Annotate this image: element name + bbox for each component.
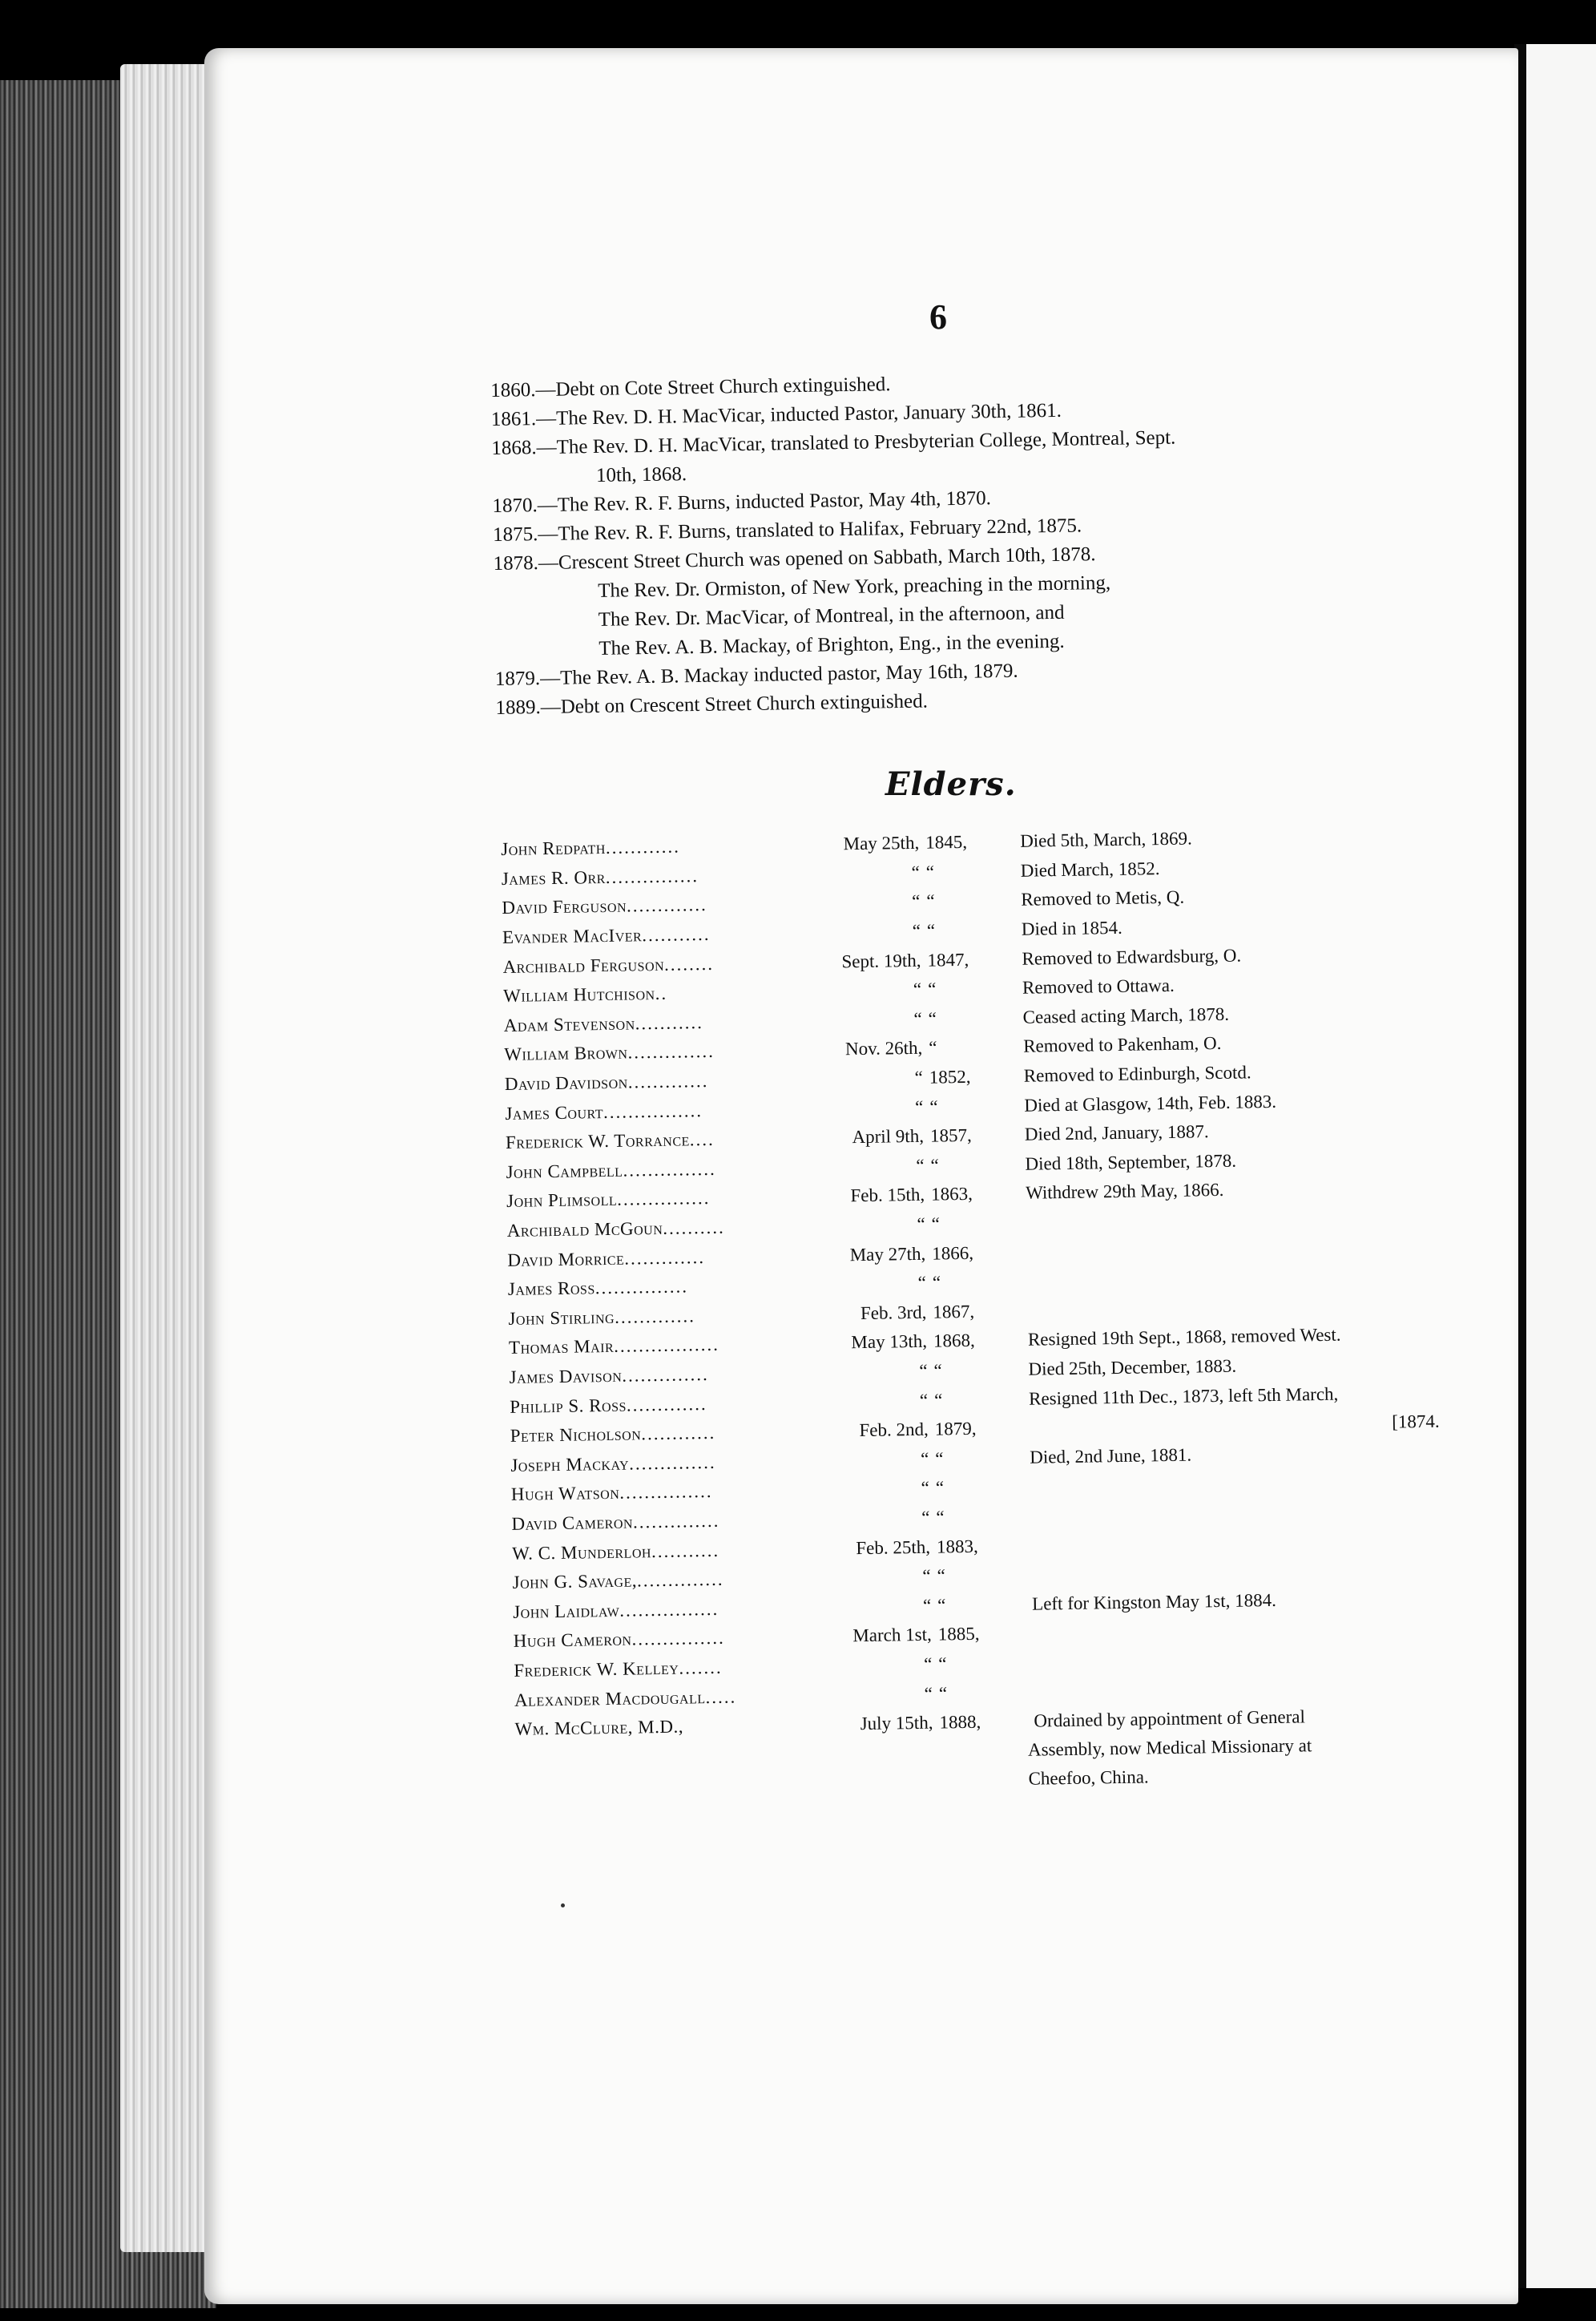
elder-date: “ — [924, 1683, 933, 1704]
elder-note: Died 18th, September, 1878. — [1025, 1150, 1237, 1174]
elder-year: “ — [926, 920, 936, 941]
elder-year: 1866, — [932, 1242, 974, 1264]
elder-name: Archibald McGoun.......... — [506, 1217, 725, 1241]
elder-date: May 25th, — [843, 833, 920, 854]
elder-date: “ — [920, 1448, 929, 1469]
elder-name: Phillip S. Ross............. — [510, 1393, 707, 1417]
chronology-text: —The Rev. A. B. Mackay inducted pastor, May 16th, 1879. — [539, 660, 1018, 690]
elder-date: May 27th, — [849, 1243, 926, 1265]
elder-note: Died 5th, March, 1869. — [1020, 828, 1193, 852]
elder-date: Feb. 3rd, — [860, 1302, 927, 1323]
chronology-text: The Rev. Dr. Ormiston, of New York, preaching in the morning, — [598, 571, 1111, 602]
elder-year: 1867, — [933, 1301, 975, 1322]
elder-date: “ — [922, 1595, 932, 1616]
elder-date: “ — [919, 1360, 928, 1381]
elder-name: David Davidson............. — [504, 1071, 709, 1095]
elder-name: David Ferguson............. — [502, 894, 708, 918]
elder-note: Ceased acting March, 1878. — [1022, 1003, 1230, 1027]
elder-name: Peter Nicholson............ — [510, 1423, 716, 1447]
elder-date: “ — [923, 1653, 933, 1674]
elder-date: “ — [917, 1272, 927, 1294]
chronology-text: —The Rev. R. F. Burns, translated to Halifax, February 22nd, 1875. — [538, 515, 1082, 546]
elder-note: Resigned 11th Dec., 1873, left 5th March, — [1028, 1383, 1339, 1409]
elder-year: “ — [927, 979, 937, 999]
elder-note — [1020, 1245, 1437, 1252]
elder-name: Alexander Macdougall..... — [514, 1686, 737, 1710]
elder-note: Died at Glasgow, 14th, Feb. 1883. — [1024, 1091, 1277, 1116]
elder-note — [1021, 1305, 1437, 1311]
elder-date: “ — [921, 1507, 930, 1528]
ink-speck — [561, 1903, 565, 1907]
elder-year: 1847, — [927, 949, 969, 971]
elder-year: 1888, — [939, 1711, 981, 1733]
elder-name: Wm. McClure, M.D., — [514, 1716, 684, 1739]
elder-name: John G. Savage,.............. — [512, 1568, 724, 1593]
elder-date: “ — [911, 862, 920, 882]
elder-note — [1024, 1480, 1441, 1487]
chronology-year: 1875. — [492, 523, 538, 546]
chronology-year: 1878. — [493, 552, 539, 575]
elder-note: Removed to Ottawa. — [1022, 975, 1175, 999]
elder-year: 1883, — [936, 1536, 978, 1557]
chronology-list — [490, 362, 1417, 723]
chronology-text: —The Rev. D. H. MacVicar, inducted Pastor, January 30th, 1861. — [535, 399, 1062, 430]
elder-name: David Morrice............. — [507, 1246, 706, 1270]
elder-note-continued: Cheefoo, China. — [1028, 1766, 1149, 1790]
elder-date: May 13th, — [851, 1331, 928, 1353]
elder-year: “ — [938, 1653, 947, 1674]
chronology-text: —Crescent Street Church was opened on Sabbath, March 10th, 1878. — [538, 543, 1096, 575]
elder-note: Died in 1854. — [1021, 917, 1122, 939]
elder-year: “ — [937, 1595, 946, 1616]
elder-date: July 15th, — [860, 1712, 933, 1734]
elder-note: Resigned 19th Sept., 1868, removed West. — [1027, 1324, 1341, 1350]
elder-date: “ — [914, 1067, 924, 1088]
elder-name: James R. Orr............... — [501, 866, 699, 889]
elder-year: 1885, — [937, 1624, 980, 1645]
elder-name: James Davison.............. — [509, 1363, 709, 1387]
elder-name: Archibald Ferguson........ — [502, 953, 715, 977]
elder-note: Died 25th, December, 1883. — [1028, 1355, 1237, 1379]
chronology-year: 1870. — [492, 494, 538, 517]
elder-name: W. C. Munderloh........... — [511, 1540, 720, 1564]
elder-year: “ — [928, 1008, 937, 1029]
elder-name: John Plimsoll............... — [506, 1188, 711, 1212]
elder-date: Sept. 19th, — [841, 950, 921, 972]
elder-date: April 9th, — [852, 1125, 925, 1148]
elders-table — [501, 821, 1449, 1802]
elder-name: William Hutchison.. — [502, 983, 668, 1007]
elder-name: Evander MacIver........... — [502, 923, 711, 948]
elder-year: “ — [935, 1448, 944, 1469]
elder-note: Withdrew 29th May, 1866. — [1025, 1180, 1224, 1204]
elder-date: “ — [916, 1155, 925, 1176]
elder-note: Ordained by appointment of General — [1034, 1706, 1306, 1731]
elder-note: Left for Kingston May 1st, 1884. — [1031, 1589, 1277, 1614]
chronology-text: —Debt on Crescent Street Church extinguished. — [540, 690, 929, 719]
elder-date: “ — [917, 1213, 925, 1234]
elder-year: “ — [937, 1565, 945, 1586]
elder-note-continued: Assembly, now Medical Missionary at — [1027, 1735, 1312, 1761]
chronology-year: 1868. — [491, 437, 537, 459]
elder-note: Died 2nd, January, 1887. — [1024, 1121, 1209, 1145]
elder-note — [1025, 1539, 1441, 1545]
chronology-text: The Rev. Dr. MacVicar, of Montreal, in the afternoon, and — [598, 601, 1065, 631]
elder-name: John Stirling............. — [508, 1306, 696, 1329]
elder-year: “ — [933, 1390, 943, 1411]
elder-date: Feb. 2nd, — [859, 1419, 929, 1441]
book-page-edges-inner — [120, 64, 208, 2252]
elder-name: Hugh Watson............... — [510, 1481, 713, 1505]
elder-name: John Laidlaw................ — [513, 1598, 719, 1622]
elder-note: Died March, 1852. — [1020, 858, 1160, 881]
elder-year: 1863, — [930, 1184, 973, 1205]
elder-year: 1852, — [929, 1066, 971, 1088]
chronology-text: 10th, 1868. — [595, 463, 687, 486]
elder-year: “ — [929, 1037, 937, 1059]
elder-note — [1026, 1568, 1442, 1575]
elder-name: Joseph Mackay.............. — [510, 1451, 716, 1475]
elder-date: “ — [919, 1390, 929, 1411]
elder-note — [1026, 1657, 1443, 1663]
elder-name: Adam Stevenson........... — [503, 1011, 704, 1035]
elder-date: March 1st, — [852, 1625, 932, 1646]
chronology-year: 1861. — [490, 408, 537, 430]
chronology-year: 1860. — [490, 379, 536, 402]
elder-year: “ — [935, 1477, 945, 1498]
elder-name: John Redpath............ — [501, 836, 681, 860]
elder-year: “ — [931, 1213, 941, 1234]
elder-year: “ — [938, 1682, 948, 1704]
chronology-text: —The Rev. D. H. MacVicar, translated to Presbyterian College, Montreal, Sept. — [536, 426, 1176, 459]
elder-name: William Brown.............. — [504, 1041, 715, 1065]
elder-note — [1024, 1510, 1441, 1516]
elder-note — [1020, 1217, 1437, 1223]
elder-year: 1845, — [925, 832, 968, 853]
elder-year: “ — [929, 1096, 938, 1117]
elder-date: “ — [914, 1096, 924, 1117]
elder-date: Feb. 15th, — [850, 1185, 925, 1206]
chronology-text: The Rev. A. B. Mackay, of Brighton, Eng., in the evening. — [598, 630, 1065, 660]
chronology-year: 1879. — [494, 668, 541, 690]
elder-date: Nov. 26th, — [844, 1038, 923, 1060]
elder-note: [1874. — [1392, 1411, 1440, 1432]
elder-year: “ — [933, 1360, 942, 1381]
elder-year: 1868, — [933, 1330, 975, 1351]
elder-year: “ — [930, 1155, 939, 1176]
elder-date: “ — [912, 920, 921, 942]
elder-date: “ — [911, 891, 921, 912]
elder-note: Died, 2nd June, 1881. — [1030, 1444, 1192, 1467]
elder-name: John Campbell............... — [506, 1158, 716, 1182]
elder-note: Removed to Pakenham, O. — [1023, 1033, 1222, 1057]
elder-name: James Ross............... — [507, 1276, 689, 1300]
elder-note: Removed to Metis, Q. — [1021, 887, 1185, 910]
elder-name: Thomas Mair................. — [508, 1334, 720, 1358]
page-number: 6 — [929, 297, 947, 337]
elder-date: “ — [921, 1478, 930, 1499]
elder-name: James Court................ — [505, 1100, 703, 1124]
elder-year: “ — [926, 890, 935, 912]
elder-note: Removed to Edinburgh, Scotd. — [1023, 1062, 1251, 1086]
elder-date: “ — [913, 1008, 922, 1029]
elder-date: “ — [922, 1565, 931, 1586]
elder-year: “ — [925, 862, 935, 882]
elder-date: Feb. 25th, — [856, 1536, 931, 1558]
chronology-text: —Debt on Cote Street Church extinguished. — [535, 373, 891, 402]
chronology-text: —The Rev. R. F. Burns, inducted Pastor, May 4th, 1870. — [537, 487, 992, 517]
elder-note — [1026, 1627, 1443, 1633]
elder-date: “ — [913, 979, 922, 1000]
elder-name: Frederick W. Torrance.... — [505, 1129, 715, 1153]
elder-name: David Cameron.............. — [511, 1510, 720, 1534]
elder-year: “ — [932, 1272, 941, 1293]
elder-year: 1857, — [929, 1125, 972, 1146]
elder-note — [1021, 1275, 1437, 1282]
elder-note — [1027, 1685, 1444, 1692]
elder-note: Removed to Edwardsburg, O. — [1022, 945, 1242, 969]
elder-year: “ — [936, 1507, 945, 1528]
elder-year: 1879, — [934, 1418, 977, 1439]
elder-name: Frederick W. Kelley....... — [514, 1657, 723, 1681]
facing-page-edge — [1526, 44, 1596, 2288]
chronology-year: 1889. — [495, 696, 541, 719]
elders-heading: Elders. — [885, 765, 1017, 803]
elder-name: Hugh Cameron............... — [513, 1628, 725, 1652]
